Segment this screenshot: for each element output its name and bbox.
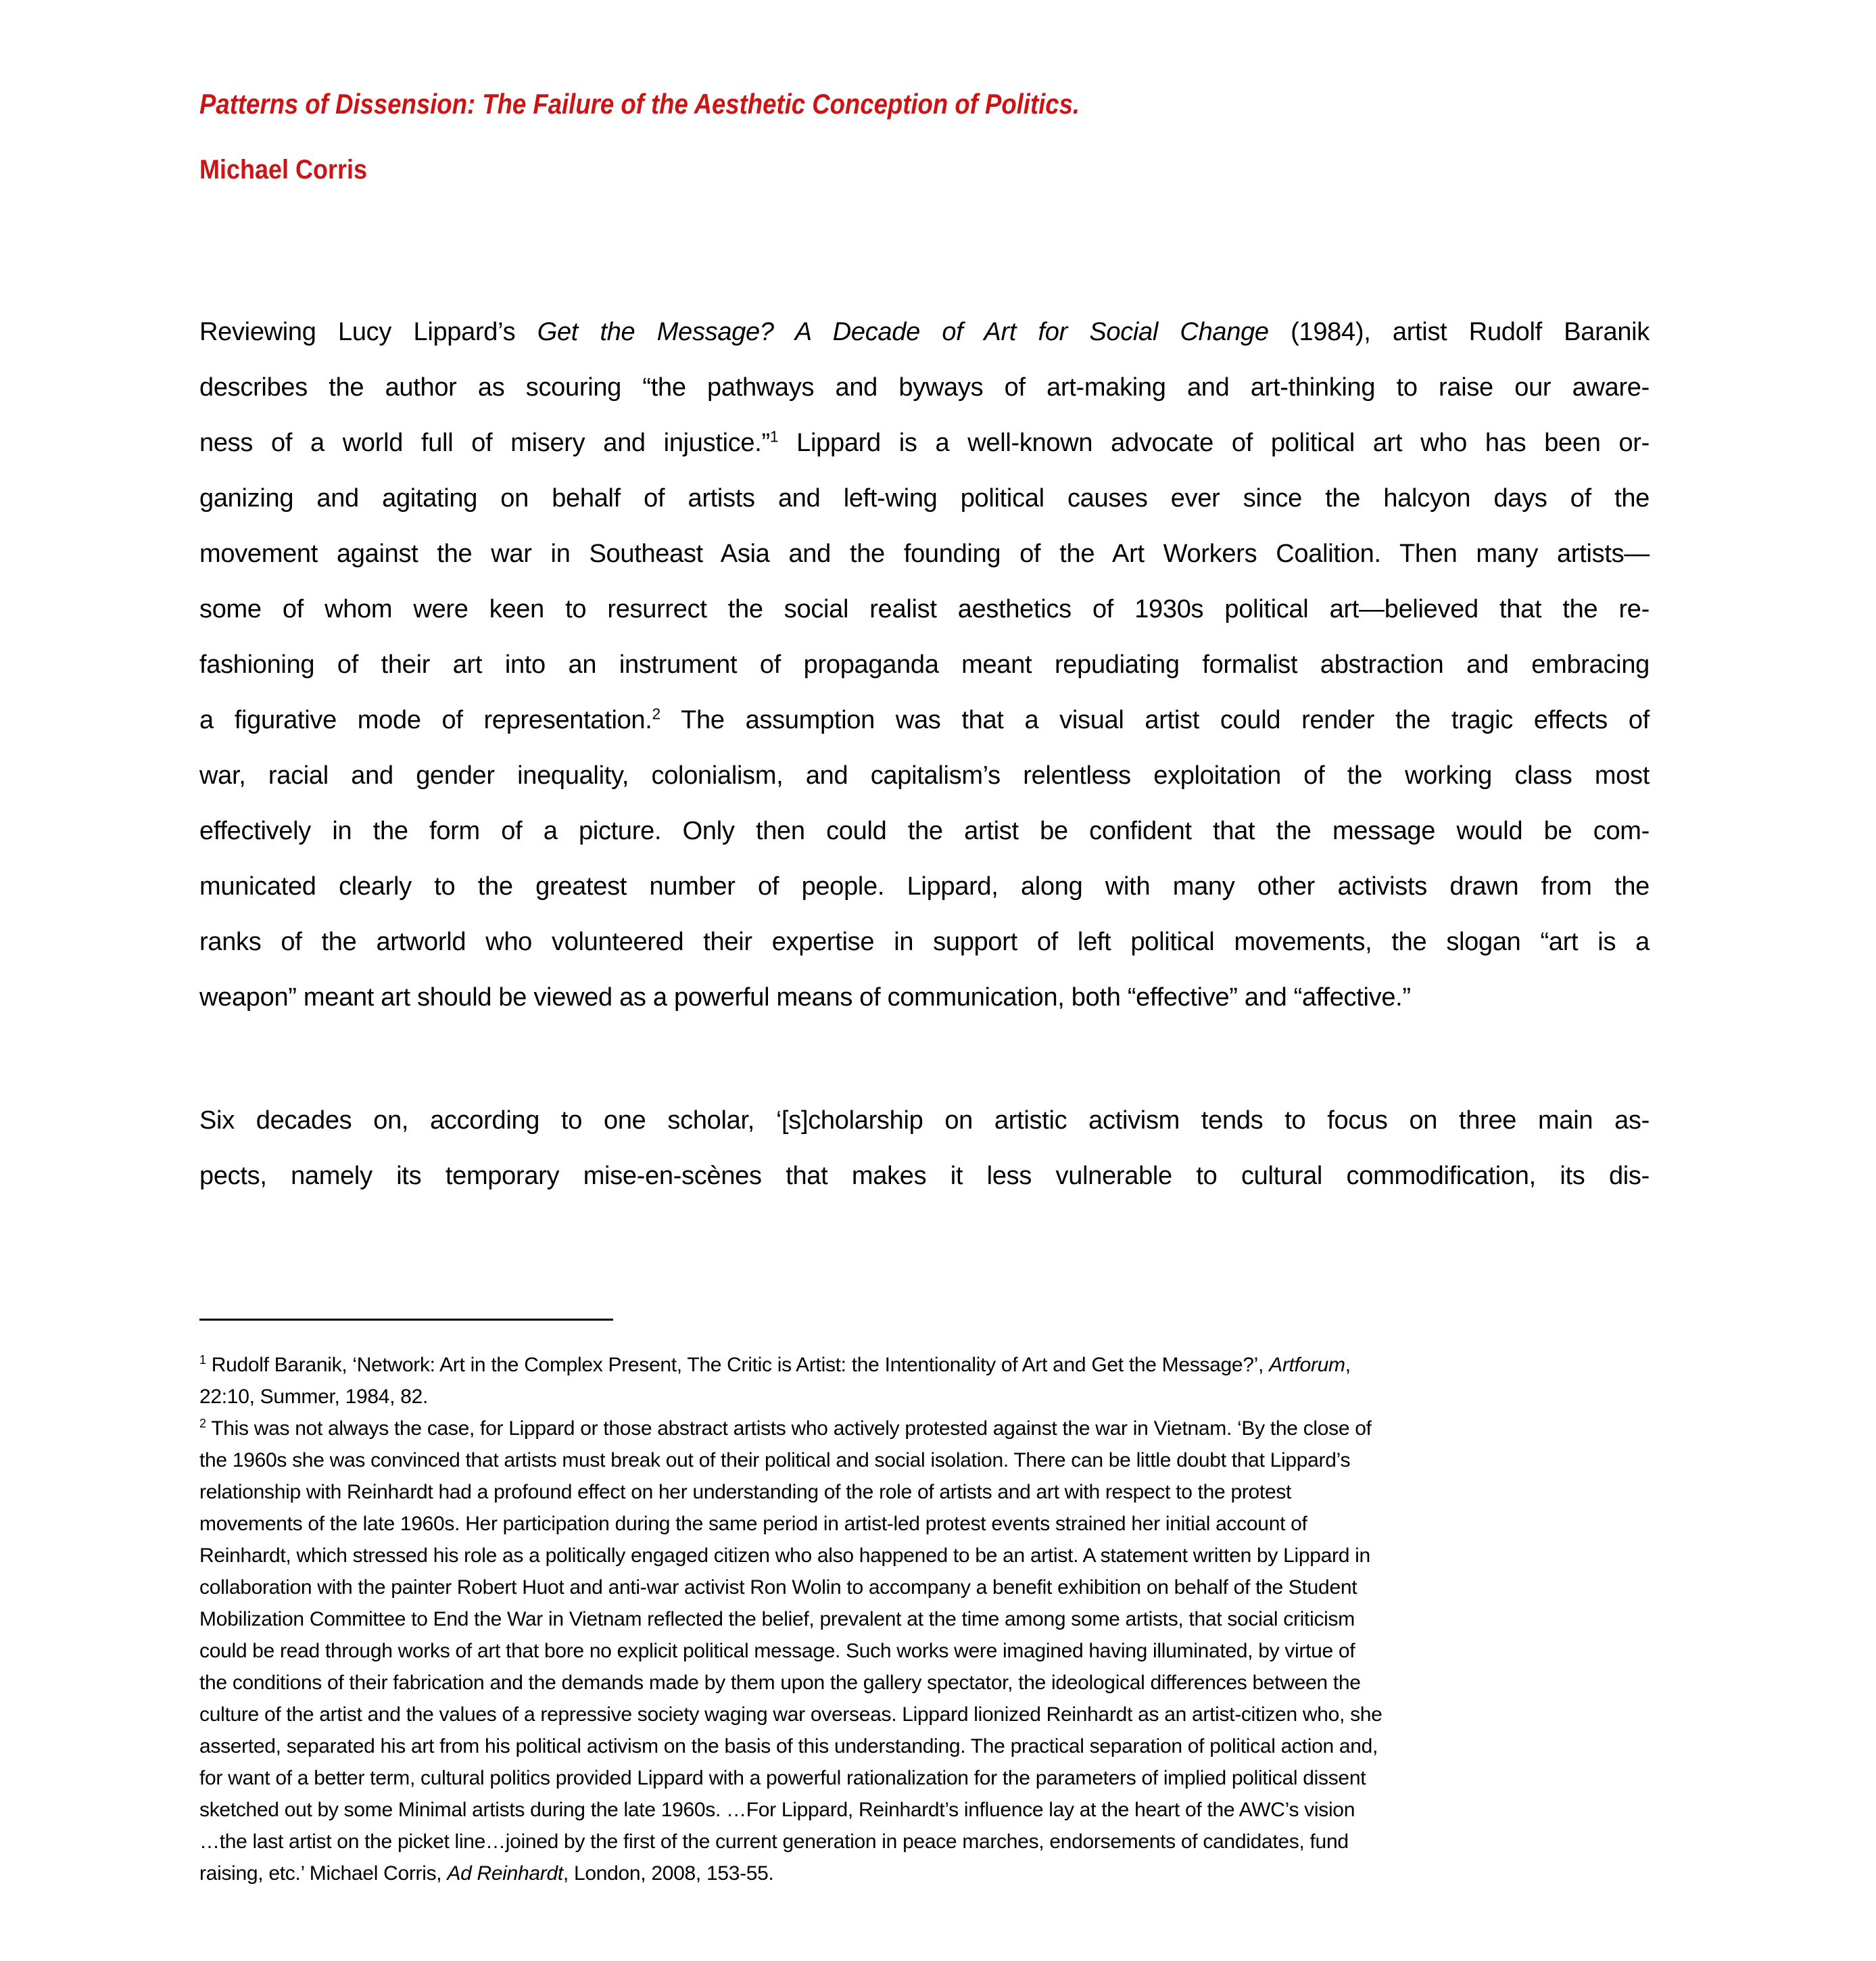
text-line: effectively in the form of a picture. Only then could the artist be confident that the message would be com- <box>199 817 1650 846</box>
text-line: Six decades on, according to one scholar, ‘[s]cholarship on artistic activism tends to focus on three main as- <box>199 1106 1650 1135</box>
footnote-1 <box>199 1349 1650 1413</box>
text-line: asserted, separated his art from his political activism on the basis of this understanding. The practical separation of political action and, <box>199 1735 1378 1758</box>
footnote-2 <box>199 1413 1650 1889</box>
text-line: war, racial and gender inequality, colonialism, and capitalism’s relentless exploitation of the working class most <box>199 761 1650 790</box>
text-line: for want of a better term, cultural politics provided Lippard with a powerful rationalization for the parameters of implied political dissent <box>199 1767 1366 1790</box>
text-line: some of whom were keen to resurrect the social realist aesthetics of 1930s political art—believed that the re- <box>199 595 1650 624</box>
text-line: could be read through works of art that bore no explicit political message. Such works were imagined having illuminated, by virtue of <box>199 1640 1355 1663</box>
text-line: culture of the artist and the values of a repressive society waging war overseas. Lippard lionized Reinhardt as an artist-citizen who, she <box>199 1703 1382 1726</box>
footnotes <box>0 1349 1876 1889</box>
author-name: Michael Corris <box>199 155 368 185</box>
text-line: fashioning of their art into an instrument of propaganda meant repudiating formalist abstraction and embracing <box>199 651 1650 680</box>
text-line: ness of a world full of misery and injustice.”$^1$ Lippard is a well-known advocate of political art who has been or- <box>199 427 1650 458</box>
text-line: the conditions of their fabrication and the demands made by them upon the gallery spectator, the ideological differences between the <box>199 1672 1361 1695</box>
text-line: raising, etc.’ Michael Corris, Ad Reinhardt, London, 2008, 153-55. <box>199 1862 774 1885</box>
text-line: describes the author as scouring “the pathways and byways of art-making and art-thinking to raise our aware- <box>199 373 1650 402</box>
text-line: pects, namely its temporary mise-en-scènes that makes it less vulnerable to cultural commodification, its dis- <box>199 1162 1650 1191</box>
text-line: 22:10, Summer, 1984, 82. <box>199 1386 429 1409</box>
body-text <box>0 304 1876 1204</box>
text-line: weapon” meant art should be viewed as a powerful means of communication, both “effective” and “affective.” <box>199 983 1411 1012</box>
text-line: relationship with Reinhardt had a profound effect on her understanding of the role of artists and art with respect to the protest <box>199 1481 1292 1504</box>
text-line: a figurative mode of representation.$^2$ The assumption was that a visual artist could render the tragic effects of <box>199 705 1650 735</box>
text-line: sketched out by some Minimal artists during the late 1960s. …For Lippard, Reinhardt’s influence lay at the heart of the AWC’s vision <box>199 1799 1355 1822</box>
text-line: ganizing and agitating on behalf of artists and left-wing political causes ever since the halcyon days of the <box>199 484 1650 513</box>
text-line: collaboration with the painter Robert Huot and anti-war activist Ron Wolin to accompany a benefit exhibition on behalf of the Student <box>199 1576 1357 1599</box>
text-line: ranks of the artworld who volunteered their expertise in support of left political movements, the slogan “art is a <box>199 928 1650 957</box>
text-line: Reviewing Lucy Lippard’s Get the Message? A Decade of Art for Social Change (1984), artist Rudolf Baranik <box>199 318 1650 347</box>
footnote-separator <box>199 1319 613 1321</box>
text-line: Mobilization Committee to End the War in Vietnam reflected the belief, prevalent at the time among some artists, that social criticism <box>199 1608 1355 1631</box>
text-line: movements of the late 1960s. Her participation during the same period in artist-led protest events strained her initial account of <box>199 1513 1307 1536</box>
text-line: municated clearly to the greatest number of people. Lippard, along with many other activists drawn from the <box>199 872 1650 901</box>
text-line: movement against the war in Southeast Asia and the founding of the Art Workers Coalition. Then many artists— <box>199 540 1650 569</box>
paragraph-2 <box>199 1093 1650 1204</box>
text-line: the 1960s she was convinced that artists must break out of their political and social isolation. There can be little doubt that Lippard’s <box>199 1449 1351 1472</box>
text-line: …the last artist on the picket line…joined by the first of the current generation in peace marches, endorsements of candidates, fund <box>199 1830 1349 1853</box>
text-line: $^2$ This was not always the case, for Lippard or those abstract artists who actively protested against the war in Vietnam. ‘By the close of <box>199 1417 1372 1440</box>
paragraph-1 <box>199 304 1650 1025</box>
page-title: Patterns of Dissension: The Failure of the Aesthetic Conception of Politics. <box>199 88 1080 120</box>
text-line: $^1$ Rudolf Baranik, ‘Network: Art in the Complex Present, The Critic is Artist: the Intentionality of Art and Get the Message?’, Artforum, <box>199 1353 1351 1377</box>
text-line: Reinhardt, which stressed his role as a politically engaged citizen who also happened to be an artist. A statement written by Lippard in <box>199 1544 1370 1567</box>
